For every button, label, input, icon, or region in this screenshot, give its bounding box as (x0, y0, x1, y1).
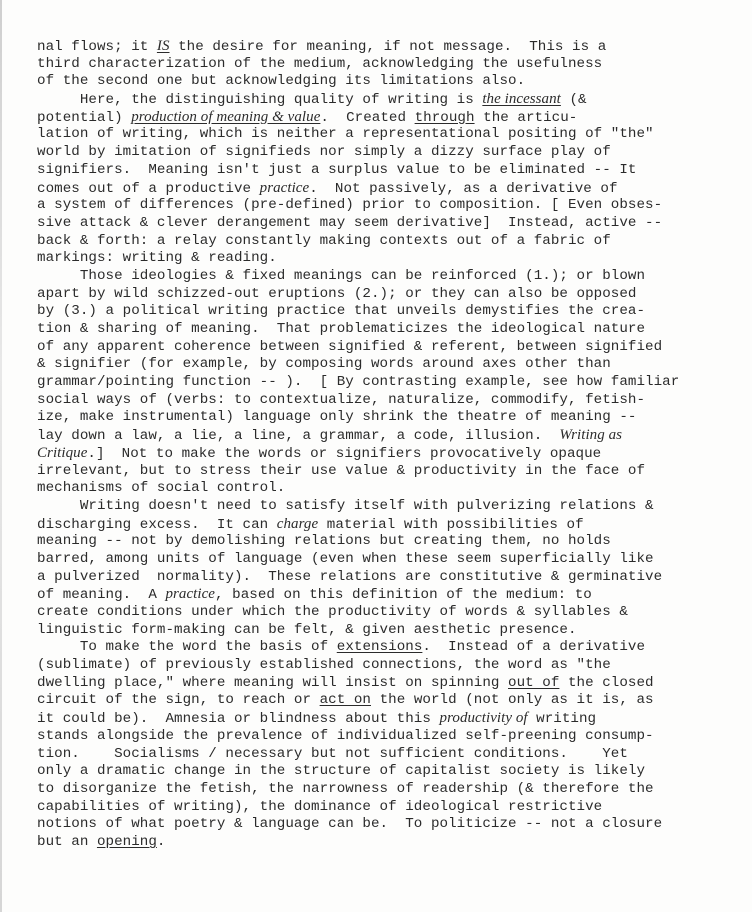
text-run: it could be). Amnesia or blindness about this (37, 711, 440, 728)
emphasized-text: through (414, 109, 475, 126)
text-run: of any apparent coherence between signified & referent, between signified (37, 338, 663, 355)
text-line (37, 56, 737, 74)
text-run: ize, make instrumental) language only shrink the theatre of meaning -- (37, 409, 637, 426)
emphasized-text: Critique (37, 444, 88, 461)
text-run: the world (not only as it is, as (371, 692, 654, 709)
text-run: (& (560, 92, 587, 109)
text-run: lay down a law, a lie, a line, a grammar, a code, illusion. (37, 428, 560, 445)
text-line (37, 427, 737, 445)
text-run: nal flows; it (37, 39, 157, 55)
page-edge (0, 0, 2, 912)
emphasized-text: out of (508, 674, 560, 691)
text-run: dwelling place," where meaning will insist on spinning (37, 674, 509, 691)
text-run: irrelevant, but to stress their use value & productivity in the face of (37, 462, 646, 479)
emphasized-text: practice (165, 586, 216, 603)
emphasized-text: productivity of (439, 710, 528, 727)
text-line (37, 604, 737, 622)
text-line (37, 321, 737, 339)
text-run: the articu- (474, 109, 578, 126)
emphasized-text: Writing as (559, 427, 623, 444)
text-line (37, 392, 737, 410)
text-run: third characterization of the medium, acknowledging the usefulness (37, 55, 603, 72)
text-line (37, 551, 737, 569)
text-line (37, 639, 737, 657)
text-line (37, 781, 737, 799)
text-run: sive attack & clever derangement may seem derivative] Instead, active -- (37, 214, 663, 231)
text-line (37, 498, 737, 516)
text-run: Writing doesn't need to satisfy itself with pulverizing relations & (37, 497, 654, 514)
text-run: a pulverized normality). These relations are constitutive & germinative (37, 568, 663, 585)
text-run: the closed (559, 674, 654, 691)
body-text (37, 38, 737, 852)
text-run: to disorganize the fetish, the narrowness of readership (& therefore the (37, 780, 654, 797)
text-line (37, 799, 737, 817)
text-run: To make the word the basis of (37, 639, 337, 656)
text-run: . Created (320, 109, 415, 126)
text-run: & signifier (for example, by composing words around axes other than (37, 356, 611, 373)
text-line (37, 409, 737, 427)
text-line (37, 73, 737, 91)
text-line (37, 657, 737, 675)
text-run: stands alongside the prevalence of individualized self-preening consump- (37, 727, 654, 744)
text-run: . Not passively, as a derivative of (309, 180, 618, 197)
text-run: meaning -- not by demolishing relations but creating them, no holds (37, 533, 611, 550)
text-run: social ways of (verbs: to contextualize, naturalize, commodify, fetish- (37, 391, 646, 408)
text-run: grammar/pointing function -- ). [ By contrasting example, see how familiar (37, 374, 680, 391)
text-line (37, 144, 737, 162)
text-run: (sublimate) of previously established connections, the word as "the (37, 657, 611, 674)
text-line (37, 834, 737, 852)
text-run: . (156, 833, 166, 850)
text-run: Those ideologies & fixed meanings can be reinforced (1.); or blown (37, 267, 646, 284)
emphasized-text: production of meaning & value (131, 108, 321, 125)
text-run: capabilities of writing), the dominance of ideological restrictive (37, 798, 603, 815)
text-run: create conditions under which the productivity of words & syllables & (37, 604, 628, 620)
text-run: notions of what poetry & language can be. To politicize -- not a closure (37, 816, 663, 833)
text-line (37, 763, 737, 781)
text-line (37, 586, 737, 604)
text-run: discharging excess. It can (37, 516, 277, 533)
text-line (37, 180, 737, 198)
text-run: . Instead of a derivative (422, 639, 646, 656)
text-line (37, 233, 737, 251)
text-line (37, 162, 737, 180)
text-line (37, 374, 737, 392)
text-line (37, 480, 737, 498)
text-line (37, 816, 737, 834)
text-run: material with possibilities of (318, 516, 584, 533)
text-run: mechanisms of social control. (37, 480, 286, 497)
text-run: signifiers. Meaning isn't just a surplus value to be eliminated -- It (37, 161, 637, 178)
text-line (37, 91, 737, 109)
text-run: but an (37, 833, 97, 850)
emphasized-text: charge (276, 515, 319, 532)
text-line (37, 675, 737, 693)
text-line (37, 38, 737, 56)
text-run: a system of differences (pre-defined) prior to composition. [ Even obses- (37, 197, 663, 214)
text-line (37, 445, 737, 463)
text-run: the desire for meaning, if not message. This is a (169, 39, 607, 55)
emphasized-text: opening (96, 833, 157, 850)
text-run: of the second one but acknowledging its limitations also. (37, 73, 526, 90)
text-line (37, 692, 737, 710)
text-run: apart by wild schizzed-out eruptions (2.); or they can also be opposed (37, 285, 637, 302)
emphasized-text: practice (259, 179, 310, 196)
text-run: markings: writing & reading. (37, 250, 277, 267)
text-line (37, 463, 737, 481)
emphasized-text: extensions (336, 639, 423, 656)
text-run: potential) (37, 109, 132, 126)
text-run: linguistic form-making can be felt, & given aesthetic presence. (37, 621, 577, 638)
text-run: tion. Socialisms / necessary but not sufficient conditions. Yet (37, 745, 628, 762)
text-line (37, 250, 737, 268)
text-line (37, 569, 737, 587)
text-run: .] Not to make the words or signifiers provocatively opaque (87, 445, 602, 462)
text-run: by (3.) a political writing practice that unveils demystifies the crea- (37, 303, 646, 320)
text-line (37, 286, 737, 304)
text-run: only a dramatic change in the structure of capitalist society is likely (37, 763, 646, 780)
text-line (37, 356, 737, 374)
text-run: barred, among units of language (even when these seem superficially like (37, 550, 654, 567)
text-line (37, 728, 737, 746)
text-run: tion & sharing of meaning. That problematicizes the ideological nature (37, 321, 646, 337)
text-run: of meaning. A (37, 587, 166, 604)
text-line (37, 622, 737, 640)
text-run: comes out of a productive (37, 180, 260, 197)
text-line (37, 303, 737, 321)
text-line (37, 197, 737, 215)
text-line (37, 746, 737, 764)
text-run: back & forth: a relay constantly making contexts out of a fabric of (37, 232, 611, 249)
emphasized-text: act on (319, 692, 371, 709)
text-line (37, 533, 737, 551)
text-run: circuit of the sign, to reach or (37, 692, 320, 709)
text-run: Here, the distinguishing quality of writing is (37, 92, 483, 109)
text-run: , based on this definition of the medium: to (215, 587, 592, 604)
text-line (37, 710, 737, 728)
text-line (37, 516, 737, 534)
text-run: writing (527, 711, 597, 728)
text-run: lation of writing, which is neither a representational positing of "the" (37, 126, 654, 143)
text-line (37, 339, 737, 357)
text-run: world by imitation of signifieds nor simply a dizzy surface play of (37, 144, 611, 161)
emphasized-text: the incessant (482, 91, 561, 108)
text-line (37, 126, 737, 144)
text-line (37, 109, 737, 127)
text-line (37, 268, 737, 286)
emphasized-text: IS (156, 38, 170, 54)
text-line (37, 215, 737, 233)
